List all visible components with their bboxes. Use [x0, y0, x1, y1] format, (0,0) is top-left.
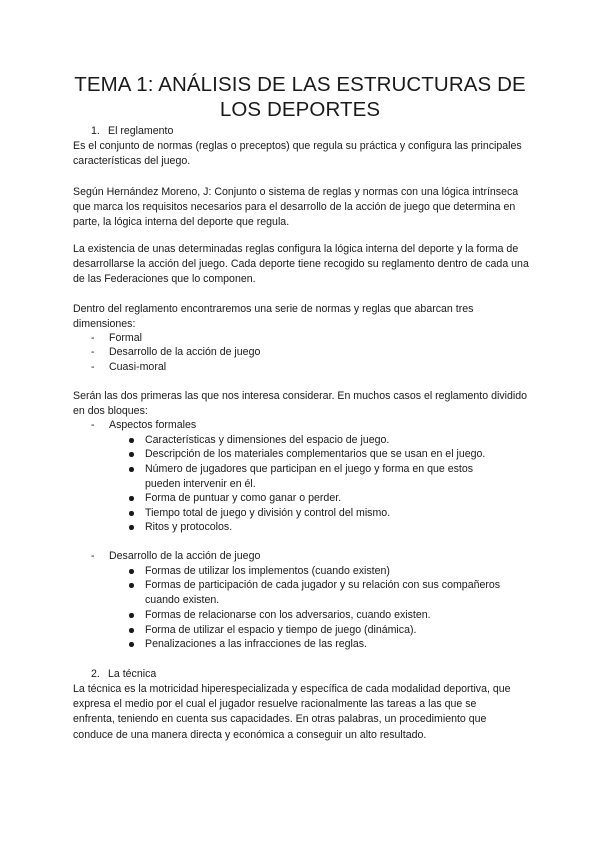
- document-page: TEMA 1: ANÁLISIS DE LAS ESTRUCTURAS DE LOS DEPORTES 1. El reglamento Es el conjunto de normas (reglas o preceptos) que regula su práctica y configura las principales características del juego. Según Hernández Moreno, J: Conjunto o sistema de reglas y normas con una lógica intrínseca que marca los requisitos necesarios para el desarrollo de la acción de juego que determina en parte, la lógica interna del deporte que regula. La existencia de unas determinadas reglas configura la lógica interna del deporte y la forma de desarrollarse la acción del juego. Cada deporte tiene recogido su reglamento dentro de cada una de las Federaciones que lo componen. Dentro del reglamento encontraremos una serie de normas y reglas que abarcan tres dimensiones: - Formal - Desarrollo de la acción de juego - Cuasi-moral Serán las dos primeras las que nos interesa considerar. En muchos casos el reglamento dividido en dos bloques: - Aspectos formales Características y dimensiones del espacio de juego. Descripción de los materiales complementarios que se usan en el juego. Número de jugadores que participan en el juego y forma en que estos pueden intervenir en él. Forma de puntuar y como ganar o perder. Tiempo total de juego y división y control del mismo. Ritos y protocolos. - Desarrollo de la acción de juego Formas de utilizar los implementos (cuando existen) Formas de participación de cada jugador y su relación con sus compañeros cuando existen. Formas de relacionarse con los adversarios, cuando existen. Forma de utilizar el espacio y tiempo de juego (dinámica). Penalizaciones a las infracciones de las reglas. 2. La técnica La técnica es la motricidad hiperespecializada y específica de cada modalidad deportiva, que expresa el medio por el cual el jugador resuelve racionalmente las tareas a las que se enfrenta, teniendo en cuenta sus capacidades. En otras palabras, un procedimiento que conduce de una manera directa y económica a conseguir un alto resultado.: [0, 0, 600, 848]
- page-title: [60, 72, 540, 122]
- bullet-icon: [129, 467, 134, 472]
- bullet-icon: [129, 583, 134, 588]
- section-2-heading: La técnica: [108, 668, 157, 680]
- bullet-icon: [129, 642, 134, 647]
- section-1-number: 1.: [91, 125, 100, 137]
- bullet-icon: [129, 452, 134, 457]
- bullet-icon: [129, 525, 134, 530]
- section-1-heading: El reglamento: [108, 125, 174, 137]
- bullet-icon: [129, 511, 134, 516]
- section-2-number: 2.: [91, 668, 100, 680]
- section-2-paragraph-1: La técnica es la motricidad hiperespecializada y específica de cada modalidad deportiva, que expresa el medio por el cual el jugador resuelve racionalmente las tareas a las que se enfrenta, teniendo en cuenta sus capacidades. En otras palabras, un procedimiento que conduce de una manera directa y económica a conseguir un alto resultado.: [73, 683, 511, 741]
- section-1-paragraph-5: Serán las dos primeras las que nos interesa considerar. En muchos casos el reglamento dividido en dos bloques:: [73, 390, 528, 418]
- bullet-icon: [129, 438, 134, 443]
- section-1-paragraph-2: Según Hernández Moreno, J: Conjunto o sistema de reglas y normas con una lógica intrínseca que marca los requisitos necesarios para el desarrollo de la acción de juego que determina en parte, la lógica interna del deporte que regula.: [73, 186, 519, 229]
- bullet-icon: [129, 569, 134, 574]
- bullet-icon: [129, 613, 134, 618]
- section-1-paragraph-1: Es el conjunto de normas (reglas o preceptos) que regula su práctica y configura las principales características del juego.: [73, 140, 522, 168]
- section-1-paragraph-4: Dentro del reglamento encontraremos una serie de normas y reglas que abarcan tres dimensiones:: [73, 303, 474, 331]
- bullet-icon: [129, 496, 134, 501]
- section-1-paragraph-3: La existencia de unas determinadas reglas configura la lógica interna del deporte y la forma de desarrollarse la acción del juego. Cada deporte tiene recogido su reglamento dentro de cada una de las Federaciones que lo componen.: [73, 243, 529, 286]
- title-line-1: TEMA 1: ANÁLISIS DE LAS ESTRUCTURAS DE: [74, 73, 526, 96]
- title-line-2: LOS DEPORTES: [219, 98, 381, 121]
- bullet-icon: [129, 628, 134, 633]
